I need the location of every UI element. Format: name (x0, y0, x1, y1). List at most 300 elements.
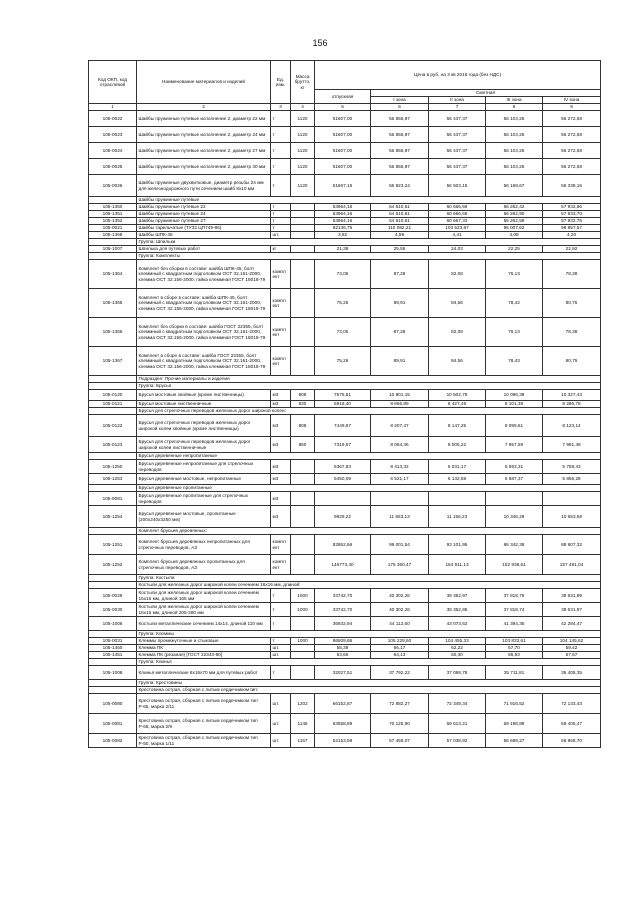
col-number: 3 (271, 104, 291, 111)
price-zone-4: 22,92 (543, 246, 601, 253)
item-name: Шайбы пружинные двухвитковые, диаметр резьбы 24 мм для железнодорожного пути сечением шайб 8х10 мм (137, 175, 271, 197)
item-code: 105-9081 (89, 492, 137, 506)
item-code: 105-0123 (89, 437, 137, 453)
item-mass (291, 617, 315, 631)
item-mass (291, 218, 315, 225)
price-zone-2: 84,56 (429, 289, 486, 318)
price-zone-1: 99 001,54 (371, 535, 429, 555)
item-mass (291, 645, 315, 652)
item-unit: компл ект (271, 260, 291, 289)
item-name: Шайбы ШПК-45 (137, 232, 271, 239)
price-zone-3: 152 938,61 (486, 555, 543, 575)
item-unit: м3 (271, 401, 291, 408)
item-unit: шт. (271, 232, 291, 239)
table-row (89, 734, 601, 748)
group-code-cell (89, 680, 137, 687)
price-zone-1: 44 112,60 (371, 617, 429, 631)
table-row (89, 211, 601, 218)
price-release: 53964,16 (315, 218, 371, 225)
item-mass (291, 318, 315, 347)
price-zone-2: 69 613,21 (429, 714, 486, 734)
group-label: Брусья для стрелочных переводов железных дорог широкой колеи: (137, 408, 601, 415)
table-row (89, 694, 601, 714)
item-name: Клеммы промежуточные и стыковые (137, 638, 271, 645)
price-zone-3: 5 687,37 (486, 474, 543, 485)
item-name: Костыли металлические сечением 14х14, длиной 110 мм (137, 617, 271, 631)
price-zone-4: 7 981,49 (543, 437, 601, 453)
price-zone-1: 56 923,24 (371, 175, 429, 197)
item-code: 105-0082 (89, 734, 137, 748)
group-row (89, 575, 601, 582)
header-zone-4: IV зона (543, 97, 601, 104)
item-unit: м3 (271, 506, 291, 528)
price-zone-4: 57 932,76 (543, 218, 601, 225)
item-unit: т (271, 204, 291, 211)
price-zone-3: 10 096,38 (486, 390, 543, 401)
header-name: Наименование материалов и изделий (137, 61, 271, 104)
price-zone-4: 80,75 (543, 347, 601, 376)
table-row (89, 492, 601, 506)
item-code: 105-1351 (89, 211, 137, 218)
price-zone-4: 56 272,58 (543, 111, 601, 127)
price-zone-3: 78,43 (486, 347, 543, 376)
price-zone-1: 37 792,22 (371, 666, 429, 680)
price-zone-2: 103 523,87 (429, 225, 486, 232)
price-zone-1: 64 510,61 (371, 211, 429, 218)
table-row (89, 638, 601, 645)
item-mass: 1202 (291, 694, 315, 714)
item-code: 105-0022 (89, 111, 137, 127)
group-code-cell (89, 376, 137, 383)
price-zone-1: 10 801,15 (371, 390, 429, 401)
price-zone-4: 56 272,58 (543, 159, 601, 175)
price-zone-4: 72 133,43 (543, 694, 601, 714)
table-body (89, 111, 601, 748)
item-code: 105-1450 (89, 645, 137, 652)
group-code-cell (89, 408, 137, 415)
price-release: 51607,00 (315, 143, 371, 159)
item-mass: 808 (291, 415, 315, 437)
price-zone-4: 157 481,04 (543, 555, 601, 575)
price-zone-3: 7 957,59 (486, 437, 543, 453)
price-zone-2: 82,08 (429, 260, 486, 289)
price-zone-4: 8 123,14 (543, 415, 601, 437)
price-zone-1: 6 521,17 (371, 474, 429, 485)
item-code: 105-1365 (89, 289, 137, 318)
price-zone-1: 56 856,97 (371, 127, 429, 143)
group-code-cell (89, 383, 137, 390)
item-code: 105-1366 (89, 318, 137, 347)
item-code: 105-0120 (89, 390, 137, 401)
item-unit: компл ект (271, 347, 291, 376)
price-release: 51607,00 (315, 127, 371, 143)
table-row (89, 318, 601, 347)
price-zone-2: 164 911,13 (429, 555, 486, 575)
price-zone-3: 5 593,31 (486, 460, 543, 474)
price-zone-3: 56 168,67 (486, 175, 543, 197)
item-name: Костыли для железных дорог широкой колеи сечением 16х16 мм, длиной 165 мм (137, 589, 271, 603)
price-release: 21,38 (315, 246, 371, 253)
group-label: Группа: Комплекты (137, 253, 601, 260)
item-unit: м3 (271, 390, 291, 401)
price-zone-3: 56 103,26 (486, 159, 543, 175)
table-row (89, 246, 601, 253)
group-row (89, 253, 601, 260)
item-mass (291, 492, 315, 506)
price-zone-4: 38 631,99 (543, 589, 601, 603)
price-zone-4: 104 145,62 (543, 638, 601, 645)
group-label: Группа: Костыли (137, 575, 601, 582)
price-zone-4: 78,38 (543, 260, 601, 289)
price-zone-3: 8 101,38 (486, 401, 543, 408)
item-mass (291, 506, 315, 528)
price-zone-4: 78,38 (543, 318, 601, 347)
col-number: 1 (89, 104, 137, 111)
item-name: Брусья мостовые хвойные (кроме лиственницы) (137, 390, 271, 401)
col-number: 2 (137, 104, 271, 111)
price-release: 51607,00 (315, 111, 371, 127)
price-release: 53964,16 (315, 204, 371, 211)
price-zone-1: 25,55 (371, 246, 429, 253)
table-row (89, 652, 601, 659)
price-zone-1: 64 510,61 (371, 218, 429, 225)
price-zone-2: 6 031,17 (429, 460, 486, 474)
item-name: Брусья для стрелочных переводов железных дорог широкой колеи лиственничные (137, 437, 271, 453)
price-zone-2: 60 666,59 (429, 204, 486, 211)
item-unit: т (271, 225, 291, 232)
price-zone-4: 36 405,35 (543, 666, 601, 680)
item-code: 105-0122 (89, 415, 137, 437)
table-row (89, 474, 601, 485)
item-unit: шт. (271, 694, 291, 714)
price-release: 3,82 (315, 232, 371, 239)
item-mass (291, 555, 315, 575)
item-code: 105-0029 (89, 589, 137, 603)
price-zone-3: 37 818,76 (486, 589, 543, 603)
price-zone-2: 104 455,33 (429, 638, 486, 645)
item-name: Шайбы пружинные путевые исполнение 2, диаметр 30 мм (137, 159, 271, 175)
price-release: 32027,51 (315, 666, 371, 680)
table-row (89, 289, 601, 318)
price-zone-1: 87,28 (371, 318, 429, 347)
table-row (89, 535, 601, 555)
item-name: Брусья деревянные мостовые, пропитанные (200х240х3250 мм) (137, 506, 271, 528)
price-zone-2: 37 098,78 (429, 666, 486, 680)
item-code: 105-1251 (89, 535, 137, 555)
price-zone-2: 60,30 (429, 652, 486, 659)
price-table (88, 60, 601, 748)
group-code-cell (89, 631, 137, 638)
item-unit: т (271, 666, 291, 680)
item-name: Шпилька для путевых работ (137, 246, 271, 253)
price-zone-2: 39 352,97 (429, 589, 486, 603)
price-zone-2: 93 101,95 (429, 535, 486, 555)
price-zone-2: 24,03 (429, 246, 486, 253)
group-row (89, 528, 601, 535)
price-zone-4: 56 338,16 (543, 175, 601, 197)
item-name: Крестовина острая, сборная с литым сердечником тип Р-65, марка 2/9 (137, 714, 271, 734)
item-unit: м3 (271, 415, 291, 437)
item-name: Клемма ПК (137, 645, 271, 652)
group-label: Группа: Шпильки (137, 239, 601, 246)
price-release: 9929,22 (315, 506, 371, 528)
price-zone-3: 35 711,91 (486, 666, 543, 680)
price-zone-2 (429, 492, 486, 506)
group-label: Группа: Клеммы (137, 631, 601, 638)
price-zone-1: 89,91 (371, 289, 429, 318)
header-code: Код ОКП, код отраслевой (89, 61, 137, 104)
header-zone-1: I зона (371, 97, 429, 104)
price-zone-1 (371, 492, 429, 506)
price-release: 75,26 (315, 289, 371, 318)
item-code: 105-1007 (89, 246, 137, 253)
price-release: 55,38 (315, 645, 371, 652)
item-mass (291, 535, 315, 555)
item-mass: 1120 (291, 111, 315, 127)
group-code-cell (89, 528, 137, 535)
col-number: 7 (429, 104, 486, 111)
table-row (89, 143, 601, 159)
item-name: Брусья для стрелочных переводов железных дорог широкой колеи хвойные (кроме лиственницы) (137, 415, 271, 437)
table-row (89, 390, 601, 401)
item-name: Комплект в сборе в составе: шайба ШПК-45, болт клеммный с квадратным подголовком ОСТ 32.161-2000, клемма ОСТ 32.156-2000, гайка клеммная ГОСТ 18018-79 (137, 289, 271, 318)
item-code: 105-0023 (89, 127, 137, 143)
item-unit: т (271, 211, 291, 218)
price-zone-1: 64 510,61 (371, 204, 429, 211)
col-number: 8 (486, 104, 543, 111)
price-release: 53,66 (315, 652, 371, 659)
group-row (89, 408, 601, 415)
item-mass: 1145 (291, 714, 315, 734)
header-price-title: Цена в руб. на 3 кв 2016 года (без НДС) (315, 61, 601, 90)
price-zone-4: 42 284,47 (543, 617, 601, 631)
item-mass (291, 232, 315, 239)
price-release: 5450,09 (315, 474, 371, 485)
item-name: Брусья деревянные мостовые, непропитанные (137, 474, 271, 485)
price-zone-1: 56 856,97 (371, 143, 429, 159)
price-zone-3: 37 818,74 (486, 603, 543, 617)
group-label: Костыли для железных дорог широкой колеи сечением 16х16 мм, длиной: (137, 582, 601, 589)
price-zone-1: 4,59 (371, 232, 429, 239)
table-row (89, 603, 601, 617)
item-name: Комплект брусьев деревянных пропитанных для стрелочных переводов, АЗ (137, 555, 271, 575)
price-zone-1: 8 666,89 (371, 401, 429, 408)
header-release-price: отпускная (315, 90, 371, 104)
price-zone-1: 40 302,26 (371, 589, 429, 603)
price-release: 82862,66 (315, 535, 371, 555)
price-zone-2: 72 349,34 (429, 694, 486, 714)
item-unit: т (271, 127, 291, 143)
price-zone-4 (543, 492, 601, 506)
item-code: 105-0025 (89, 159, 137, 175)
price-zone-3: 41 394,35 (486, 617, 543, 631)
item-name: Брусья мостовые лиственничные (137, 401, 271, 408)
price-zone-3: 56 103,26 (486, 143, 543, 159)
table-row (89, 460, 601, 474)
item-name: Шайбы пружинные путевые 27 (137, 218, 271, 225)
item-code: 105-1006 (89, 617, 137, 631)
item-code: 105-0080 (89, 694, 137, 714)
price-zone-1: 70 125,90 (371, 714, 429, 734)
price-zone-1: 105 228,60 (371, 638, 429, 645)
item-unit: т (271, 617, 291, 631)
group-label: Группа: Клинья (137, 659, 601, 666)
item-unit: м3 (271, 460, 291, 474)
item-name: Клемма ПК (резаная) [ГОСТ 22343-90] (137, 652, 271, 659)
item-code: 105-1352 (89, 218, 137, 225)
table-row (89, 617, 601, 631)
table-row (89, 260, 601, 289)
item-mass (291, 211, 315, 218)
price-zone-2: 6 132,59 (429, 474, 486, 485)
group-row (89, 680, 601, 687)
price-zone-4: 80,75 (543, 289, 601, 318)
price-release: 73,05 (315, 260, 371, 289)
price-zone-2: 10 502,79 (429, 390, 486, 401)
group-label: Группа: Крестовины (137, 680, 601, 687)
price-zone-4: 69 405,47 (543, 714, 601, 734)
price-zone-3: 96 007,62 (486, 225, 543, 232)
item-unit: т (271, 638, 291, 645)
price-zone-1: 8 207,47 (371, 415, 429, 437)
header-zone-2: II зона (429, 97, 486, 104)
price-release: 66152,87 (315, 694, 371, 714)
price-zone-3: 56 262,58 (486, 218, 543, 225)
table-row (89, 506, 601, 528)
table-row (89, 225, 601, 232)
price-release: 5918,40 (315, 401, 371, 408)
price-zone-3: 57,70 (486, 645, 543, 652)
item-code: 105-0031 (89, 638, 137, 645)
item-unit: м3 (271, 437, 291, 453)
item-unit: компл ект (271, 555, 291, 575)
price-zone-3: 71 916,52 (486, 694, 543, 714)
item-mass: 808 (291, 390, 315, 401)
item-name: Шайбы пружинные путевые исполнение 2, диаметр 24 мм (137, 127, 271, 143)
item-mass (291, 246, 315, 253)
price-zone-4: 57,57 (543, 652, 601, 659)
price-zone-2: 8 147,25 (429, 415, 486, 437)
group-row (89, 687, 601, 694)
price-zone-1: 56 856,97 (371, 111, 429, 127)
price-zone-3: 76,13 (486, 318, 543, 347)
header-zone-3: III зона (486, 97, 543, 104)
price-release: 33742,70 (315, 603, 371, 617)
item-mass (291, 474, 315, 485)
price-release: 7449,57 (315, 415, 371, 437)
price-zone-1: 40 302,26 (371, 603, 429, 617)
price-zone-2: 84,56 (429, 347, 486, 376)
item-name: Комплект без сборки в составе: шайба ШПК-45, болт клеммный с квадратным подголовком ОСТ 32.161-2000, клемма ОСТ 32.156-2000, гайка клеммная ГОСТ 18018-79 (137, 260, 271, 289)
table-row (89, 437, 601, 453)
item-unit: т (271, 603, 291, 617)
item-unit: шт. (271, 652, 291, 659)
price-zone-4: 10 327,43 (543, 390, 601, 401)
item-mass (291, 225, 315, 232)
item-code: 105-1451 (89, 652, 137, 659)
group-row (89, 383, 601, 390)
group-label: Комплект брусьев деревянных: (137, 528, 601, 535)
item-name: Комплект брусьев деревянных непропитанных для стрелочных переводов, АЗ (137, 535, 271, 555)
price-zone-1: 66,17 (371, 645, 429, 652)
price-zone-4: 10 653,59 (543, 506, 601, 528)
item-mass (291, 652, 315, 659)
price-zone-2: 60 667,33 (429, 218, 486, 225)
price-zone-1: 89,91 (371, 347, 429, 376)
item-unit: компл ект (271, 535, 291, 555)
item-unit: шт. (271, 734, 291, 748)
group-row (89, 582, 601, 589)
price-zone-2: 39 352,95 (429, 603, 486, 617)
group-label: Брусья деревянные пропитанные (137, 485, 601, 492)
item-unit: т (271, 218, 291, 225)
item-mass: 1120 (291, 159, 315, 175)
price-zone-2: 56 503,15 (429, 175, 486, 197)
price-zone-4: 98 857,57 (543, 225, 601, 232)
table-row (89, 127, 601, 143)
price-zone-2: 57 038,92 (429, 734, 486, 748)
item-name: Костыли для железных дорог широкой колеи сечением 16х16 мм, длиной 205-280 мм (137, 603, 271, 617)
item-code: 105-0024 (89, 143, 137, 159)
item-name: Комплект без сборки в составе: шайба ГОСТ 22355, болт клеммный с квадратным подголовком ОСТ 32.161-2000, клемма ОСТ 32.156-2000, гайка клеммная ГОСТ 18018-79 (137, 318, 271, 347)
price-release: 146773,40 (315, 555, 371, 575)
item-code: 105-0021 (89, 225, 137, 232)
price-zone-3 (486, 492, 543, 506)
price-zone-4: 57 932,86 (543, 204, 601, 211)
price-release: 51607,00 (315, 159, 371, 175)
table-row (89, 159, 601, 175)
item-code: 105-0121 (89, 401, 137, 408)
price-zone-4: 56 868,70 (543, 734, 601, 748)
item-mass (291, 289, 315, 318)
price-zone-2: 56 437,37 (429, 127, 486, 143)
price-release: 86509,86 (315, 638, 371, 645)
price-release: 52153,58 (315, 734, 371, 748)
group-label: Группа: Брусья (137, 383, 601, 390)
item-unit: т (271, 159, 291, 175)
group-row (89, 453, 601, 460)
item-mass (291, 666, 315, 680)
item-unit: м3 (271, 492, 291, 506)
price-release: 7575,81 (315, 390, 371, 401)
item-name: Крестовина острая, сборная с литым сердечником тип Р-65, марка 2/11 (137, 694, 271, 714)
header-mass: Масса брутто, кг (291, 61, 315, 104)
table-row (89, 415, 601, 437)
price-zone-1: 72 882,27 (371, 694, 429, 714)
table-row (89, 714, 601, 734)
item-code: 105-0030 (89, 603, 137, 617)
table-row (89, 232, 601, 239)
item-code: 105-1368 (89, 232, 137, 239)
item-unit: т (271, 175, 291, 197)
price-zone-2: 82,08 (429, 318, 486, 347)
price-zone-3: 56 262,90 (486, 211, 543, 218)
item-code: 105-1008 (89, 666, 137, 680)
group-code-cell (89, 239, 137, 246)
col-number: 6 (371, 104, 429, 111)
group-row (89, 376, 601, 383)
price-zone-3: 56 262,42 (486, 204, 543, 211)
item-mass: 830 (291, 401, 315, 408)
price-release: 53964,16 (315, 211, 371, 218)
item-name: Крестовина острая, сборная с литым сердечником тип Р-50, марка 1/11 (137, 734, 271, 748)
group-code-cell (89, 253, 137, 260)
item-code: 105-1252 (89, 555, 137, 575)
col-number: 4 (291, 104, 315, 111)
item-name: Клинья металлические 8х16х70 мм для путевых работ (137, 666, 271, 680)
price-zone-1: 110 082,21 (371, 225, 429, 232)
price-release: 63558,89 (315, 714, 371, 734)
